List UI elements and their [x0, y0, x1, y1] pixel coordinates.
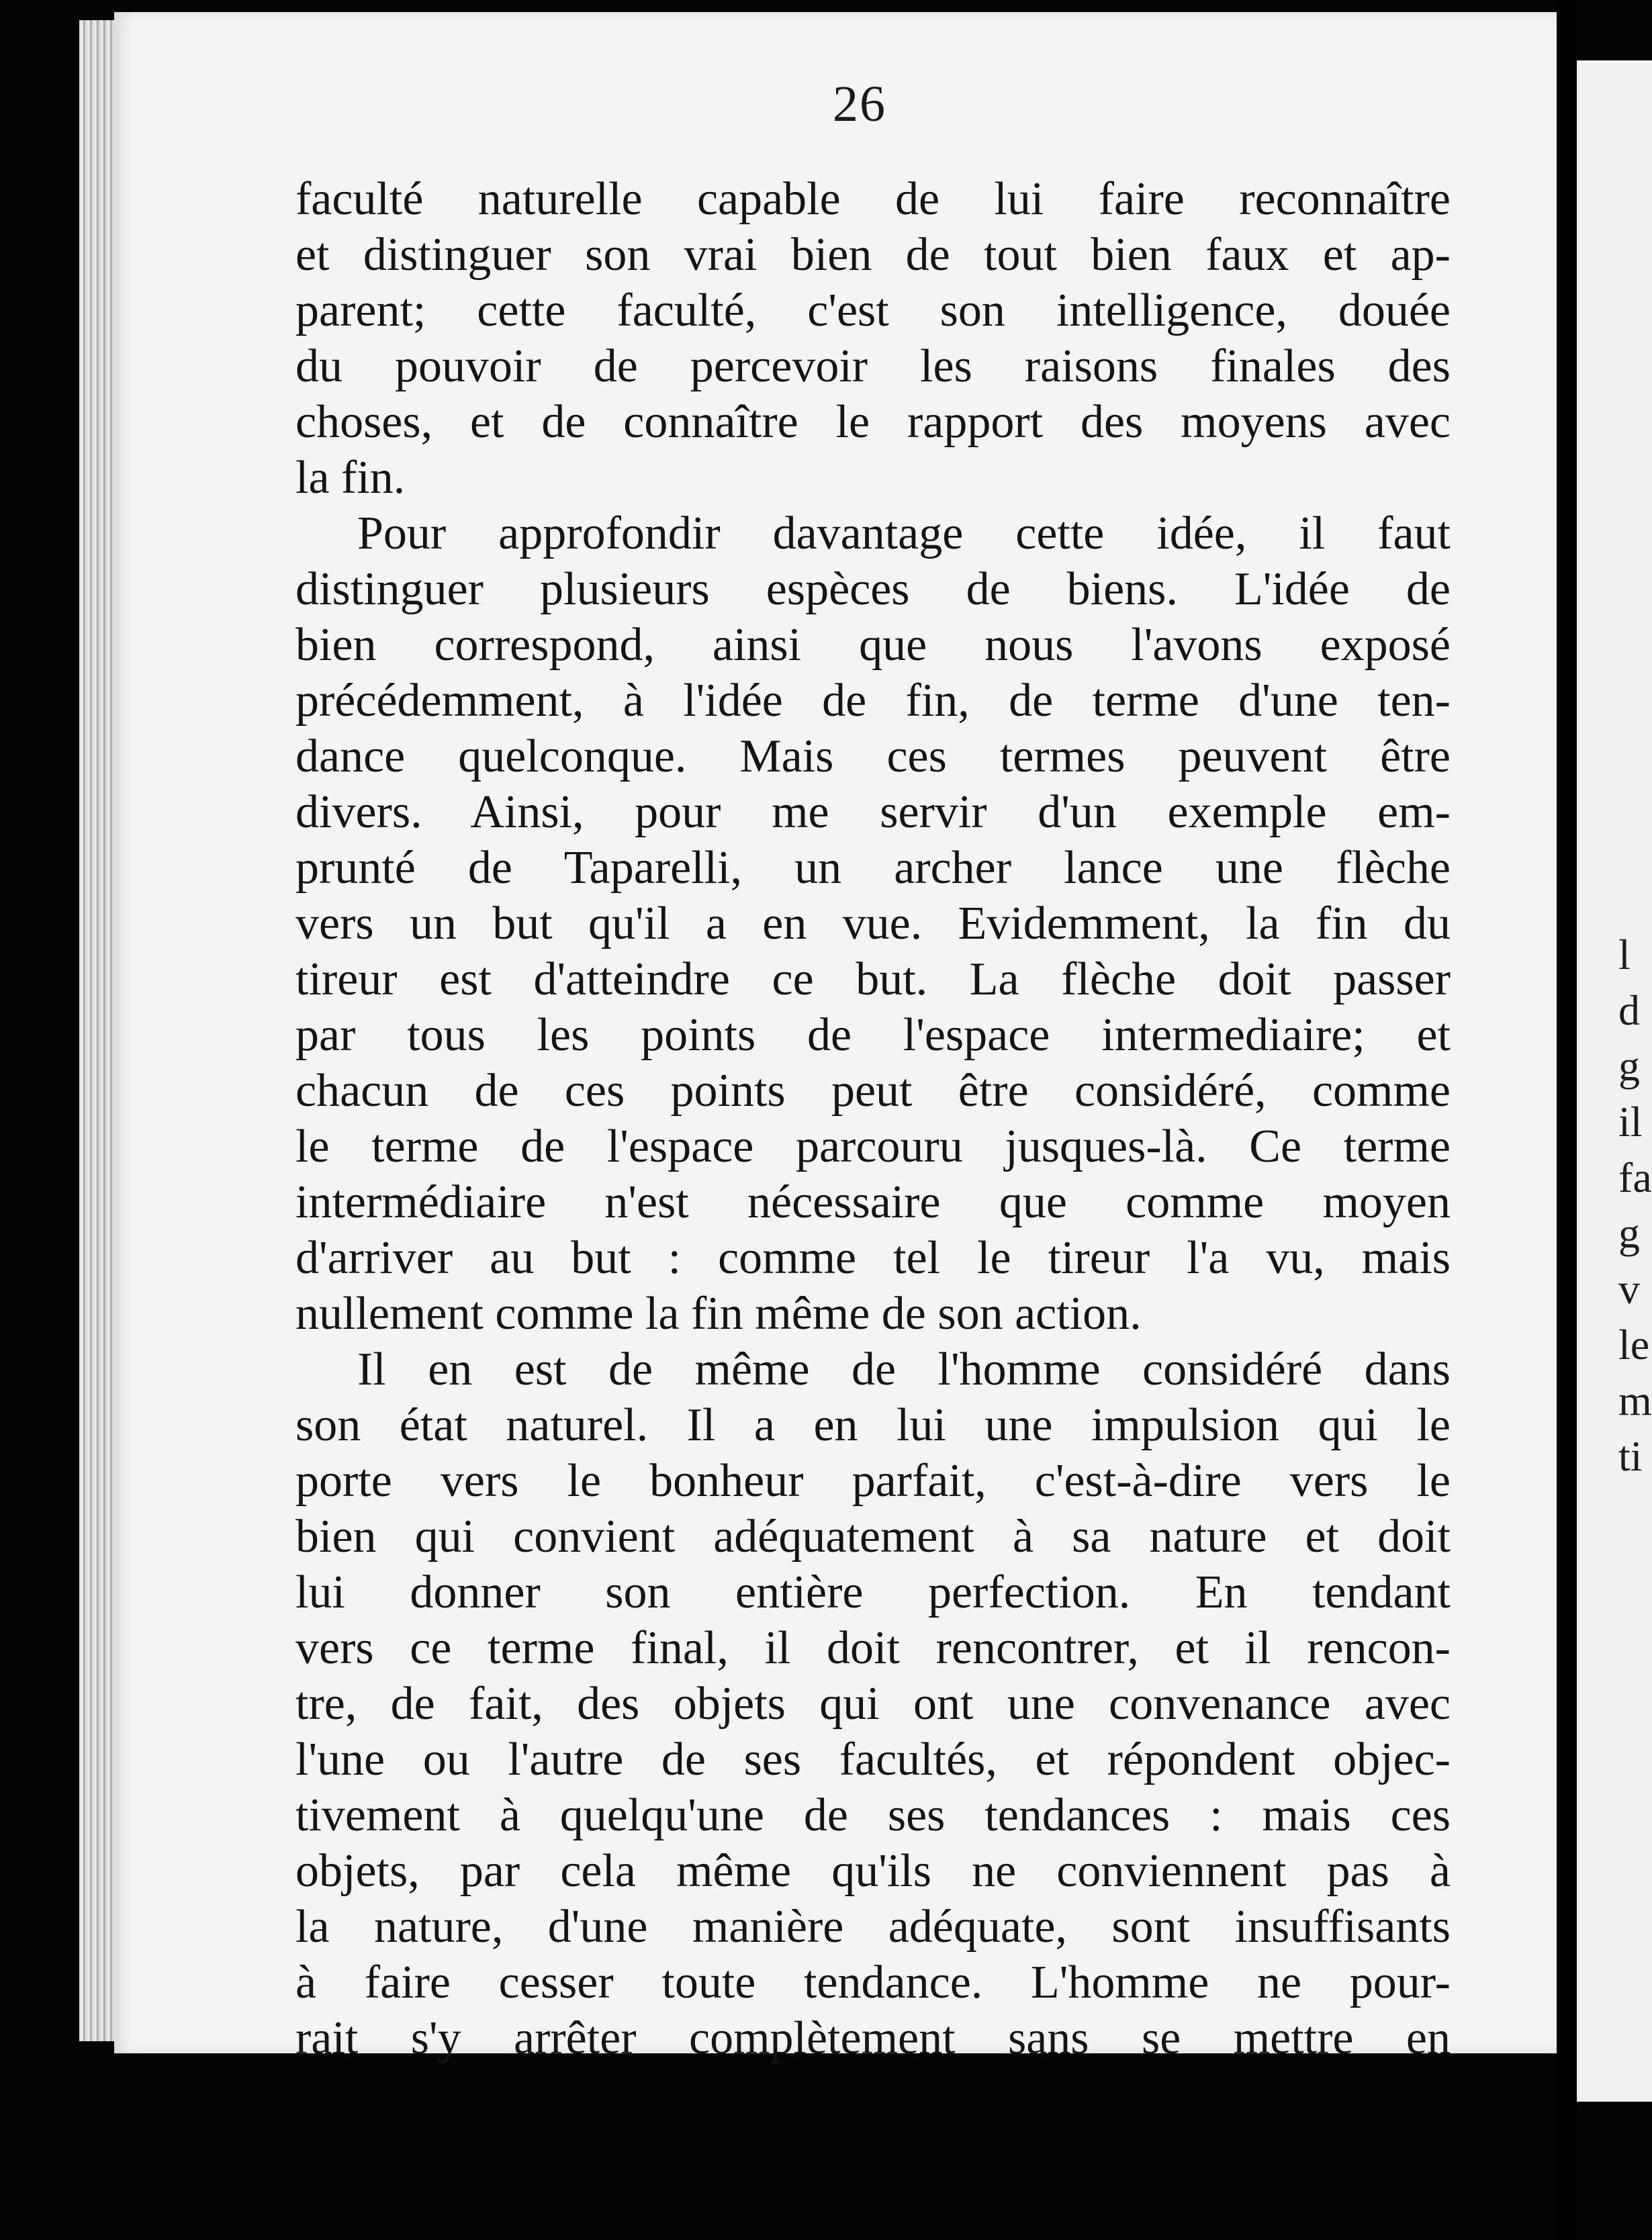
text-line: par tous les points de l'espace intermediaire; et [295, 1009, 1451, 1061]
text-line: tivement à quelqu'une de ses tendances : mais ces [295, 1789, 1451, 1841]
text-line: lui donner son entière perfection. En tendant [295, 1567, 1451, 1618]
text-line: à faire cesser toute tendance. L'homme ne pour- [295, 1957, 1451, 2008]
text-line: vers un but qu'il a en vue. Evidemment, la fin du [295, 898, 1451, 949]
text-line: porte vers le bonheur parfait, c'est-à-dire vers le [295, 1455, 1451, 1507]
text-line: faculté naturelle capable de lui faire reconnaître [295, 173, 1451, 225]
text-line: tre, de fait, des objets qui ont une convenance avec [295, 1678, 1451, 1730]
text-line: précédemment, à l'idée de fin, de terme d'une ten- [295, 675, 1451, 727]
text-line: bien correspond, ainsi que nous l'avons exposé [295, 619, 1451, 671]
text-line: rait s'y arrêter complètement sans se mettre en [295, 2012, 1451, 2064]
text-line: distinguer plusieurs espèces de biens. L'idée de [295, 563, 1451, 615]
fragment-line: m [1618, 1376, 1652, 1424]
text-line: nullement comme la fin même de son action. [295, 1288, 1142, 1340]
facing-page-fragment [1618, 927, 1652, 1484]
text-line: tireur est d'atteindre ce but. La flèche doit passer [295, 953, 1451, 1005]
paragraph-start-line: Pour approfondir davantage cette idée, il faut [357, 508, 1451, 559]
text-line: parent; cette faculté, c'est son intelligence, douée [295, 285, 1451, 336]
fragment-line: g [1618, 1042, 1640, 1090]
fragment-line: d [1618, 986, 1640, 1034]
text-line: intermédiaire n'est nécessaire que comme moyen [295, 1176, 1451, 1228]
fragment-line: fa [1618, 1154, 1652, 1201]
text-line: objets, par cela même qu'ils ne conviennent pas à [295, 1845, 1451, 1897]
paragraph-start-line: Il en est de même de l'homme considéré dans [357, 1344, 1451, 1395]
text-line: d'arriver au but : comme tel le tireur l'a vu, mais [295, 1232, 1451, 1284]
fragment-line: le [1618, 1321, 1650, 1368]
text-line: dance quelconque. Mais ces termes peuvent être [295, 731, 1451, 782]
fragment-line: l [1618, 931, 1631, 978]
fragment-line: v [1618, 1265, 1640, 1313]
text-line: prunté de Taparelli, un archer lance une flèche [295, 842, 1451, 894]
text-line: et distinguer son vrai bien de tout bien faux et ap- [295, 229, 1451, 281]
text-line: la fin. [295, 452, 406, 504]
book-gutter [1557, 0, 1577, 2240]
text-line: chacun de ces points peut être considéré, comme [295, 1065, 1451, 1117]
fragment-line: g [1618, 1209, 1640, 1257]
text-line: la nature, d'une manière adéquate, sont insuffisants [295, 1901, 1451, 1953]
text-line: divers. Ainsi, pour me servir d'un exemple em- [295, 786, 1451, 838]
text-line: le terme de l'espace parcouru jusques-là. Ce terme [295, 1121, 1451, 1172]
fragment-line: ti [1618, 1432, 1643, 1480]
fragment-line: il [1618, 1098, 1643, 1146]
text-line: l'une ou l'autre de ses facultés, et répondent objec- [295, 1734, 1451, 1785]
page-number: 26 [833, 76, 886, 132]
text-line: vers ce terme final, il doit rencontrer, et il rencon- [295, 1622, 1451, 1674]
text-line: choses, et de connaître le rapport des moyens avec [295, 396, 1451, 448]
text-line: son état naturel. Il a en lui une impulsion qui le [295, 1399, 1451, 1451]
text-line: du pouvoir de percevoir les raisons finales des [295, 340, 1451, 392]
text-line: bien qui convient adéquatement à sa nature et doit [295, 1511, 1451, 1562]
body-text [295, 171, 1451, 2066]
